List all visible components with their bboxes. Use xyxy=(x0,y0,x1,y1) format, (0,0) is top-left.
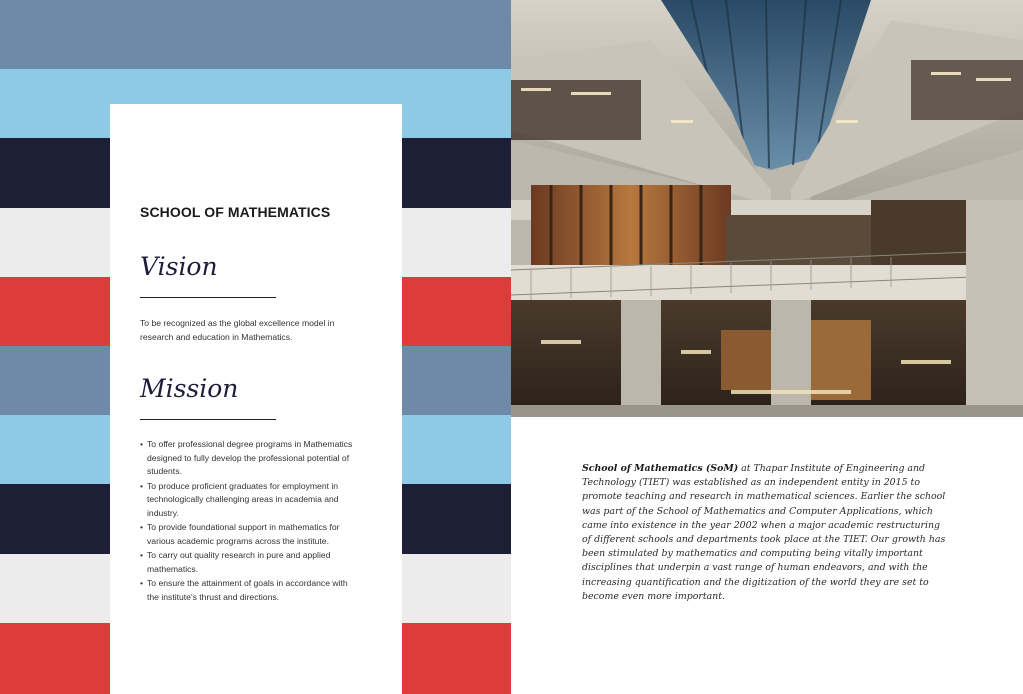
school-title: SCHOOL OF MATHEMATICS xyxy=(140,204,331,220)
mission-item: • To ensure the attainment of goals in accordance with the institute's thrust and directions. xyxy=(140,577,360,604)
stripe-steel-blue xyxy=(0,0,511,69)
content-card xyxy=(110,104,402,694)
mission-list xyxy=(140,438,360,605)
vision-divider xyxy=(140,297,276,298)
mission-item: • To carry out quality research in pure and applied mathematics. xyxy=(140,549,360,576)
vision-heading: Vision xyxy=(140,252,218,281)
mission-divider xyxy=(140,419,276,420)
mission-heading: Mission xyxy=(140,374,239,403)
mission-item: • To offer professional degree programs in Mathematics designed to fully develop the professional potential of students. xyxy=(140,438,360,479)
school-introduction xyxy=(582,462,952,604)
intro-lead: School of Mathematics (SoM) xyxy=(582,463,739,474)
mission-item: • To produce proficient graduates for employment in technologically challenging areas in academia and industry. xyxy=(140,480,360,521)
vision-text: To be recognized as the global excellence model in research and education in Mathematics. xyxy=(140,318,335,342)
mission-item: • To provide foundational support in mathematics for various academic programs across the institute. xyxy=(140,521,360,548)
intro-text: at Thapar Institute of Engineering and Technology (TIET) was established as an independent entity in 2015 to promote teaching and research in mathematical sciences. Earlier the school was part of the School of Mathematics and Computer Applications, which came into existence in the year 2002 when a major academic restructuring of different schools and departments took place at the TIET. Our growth has been stimulated by mathematics and computing being vitally important disciplines that underpin a vast range of human endeavors, and with the increasing quantification and the digitization of the world they are set to become even more important. xyxy=(582,463,946,602)
library-interior-photo xyxy=(511,0,1023,417)
